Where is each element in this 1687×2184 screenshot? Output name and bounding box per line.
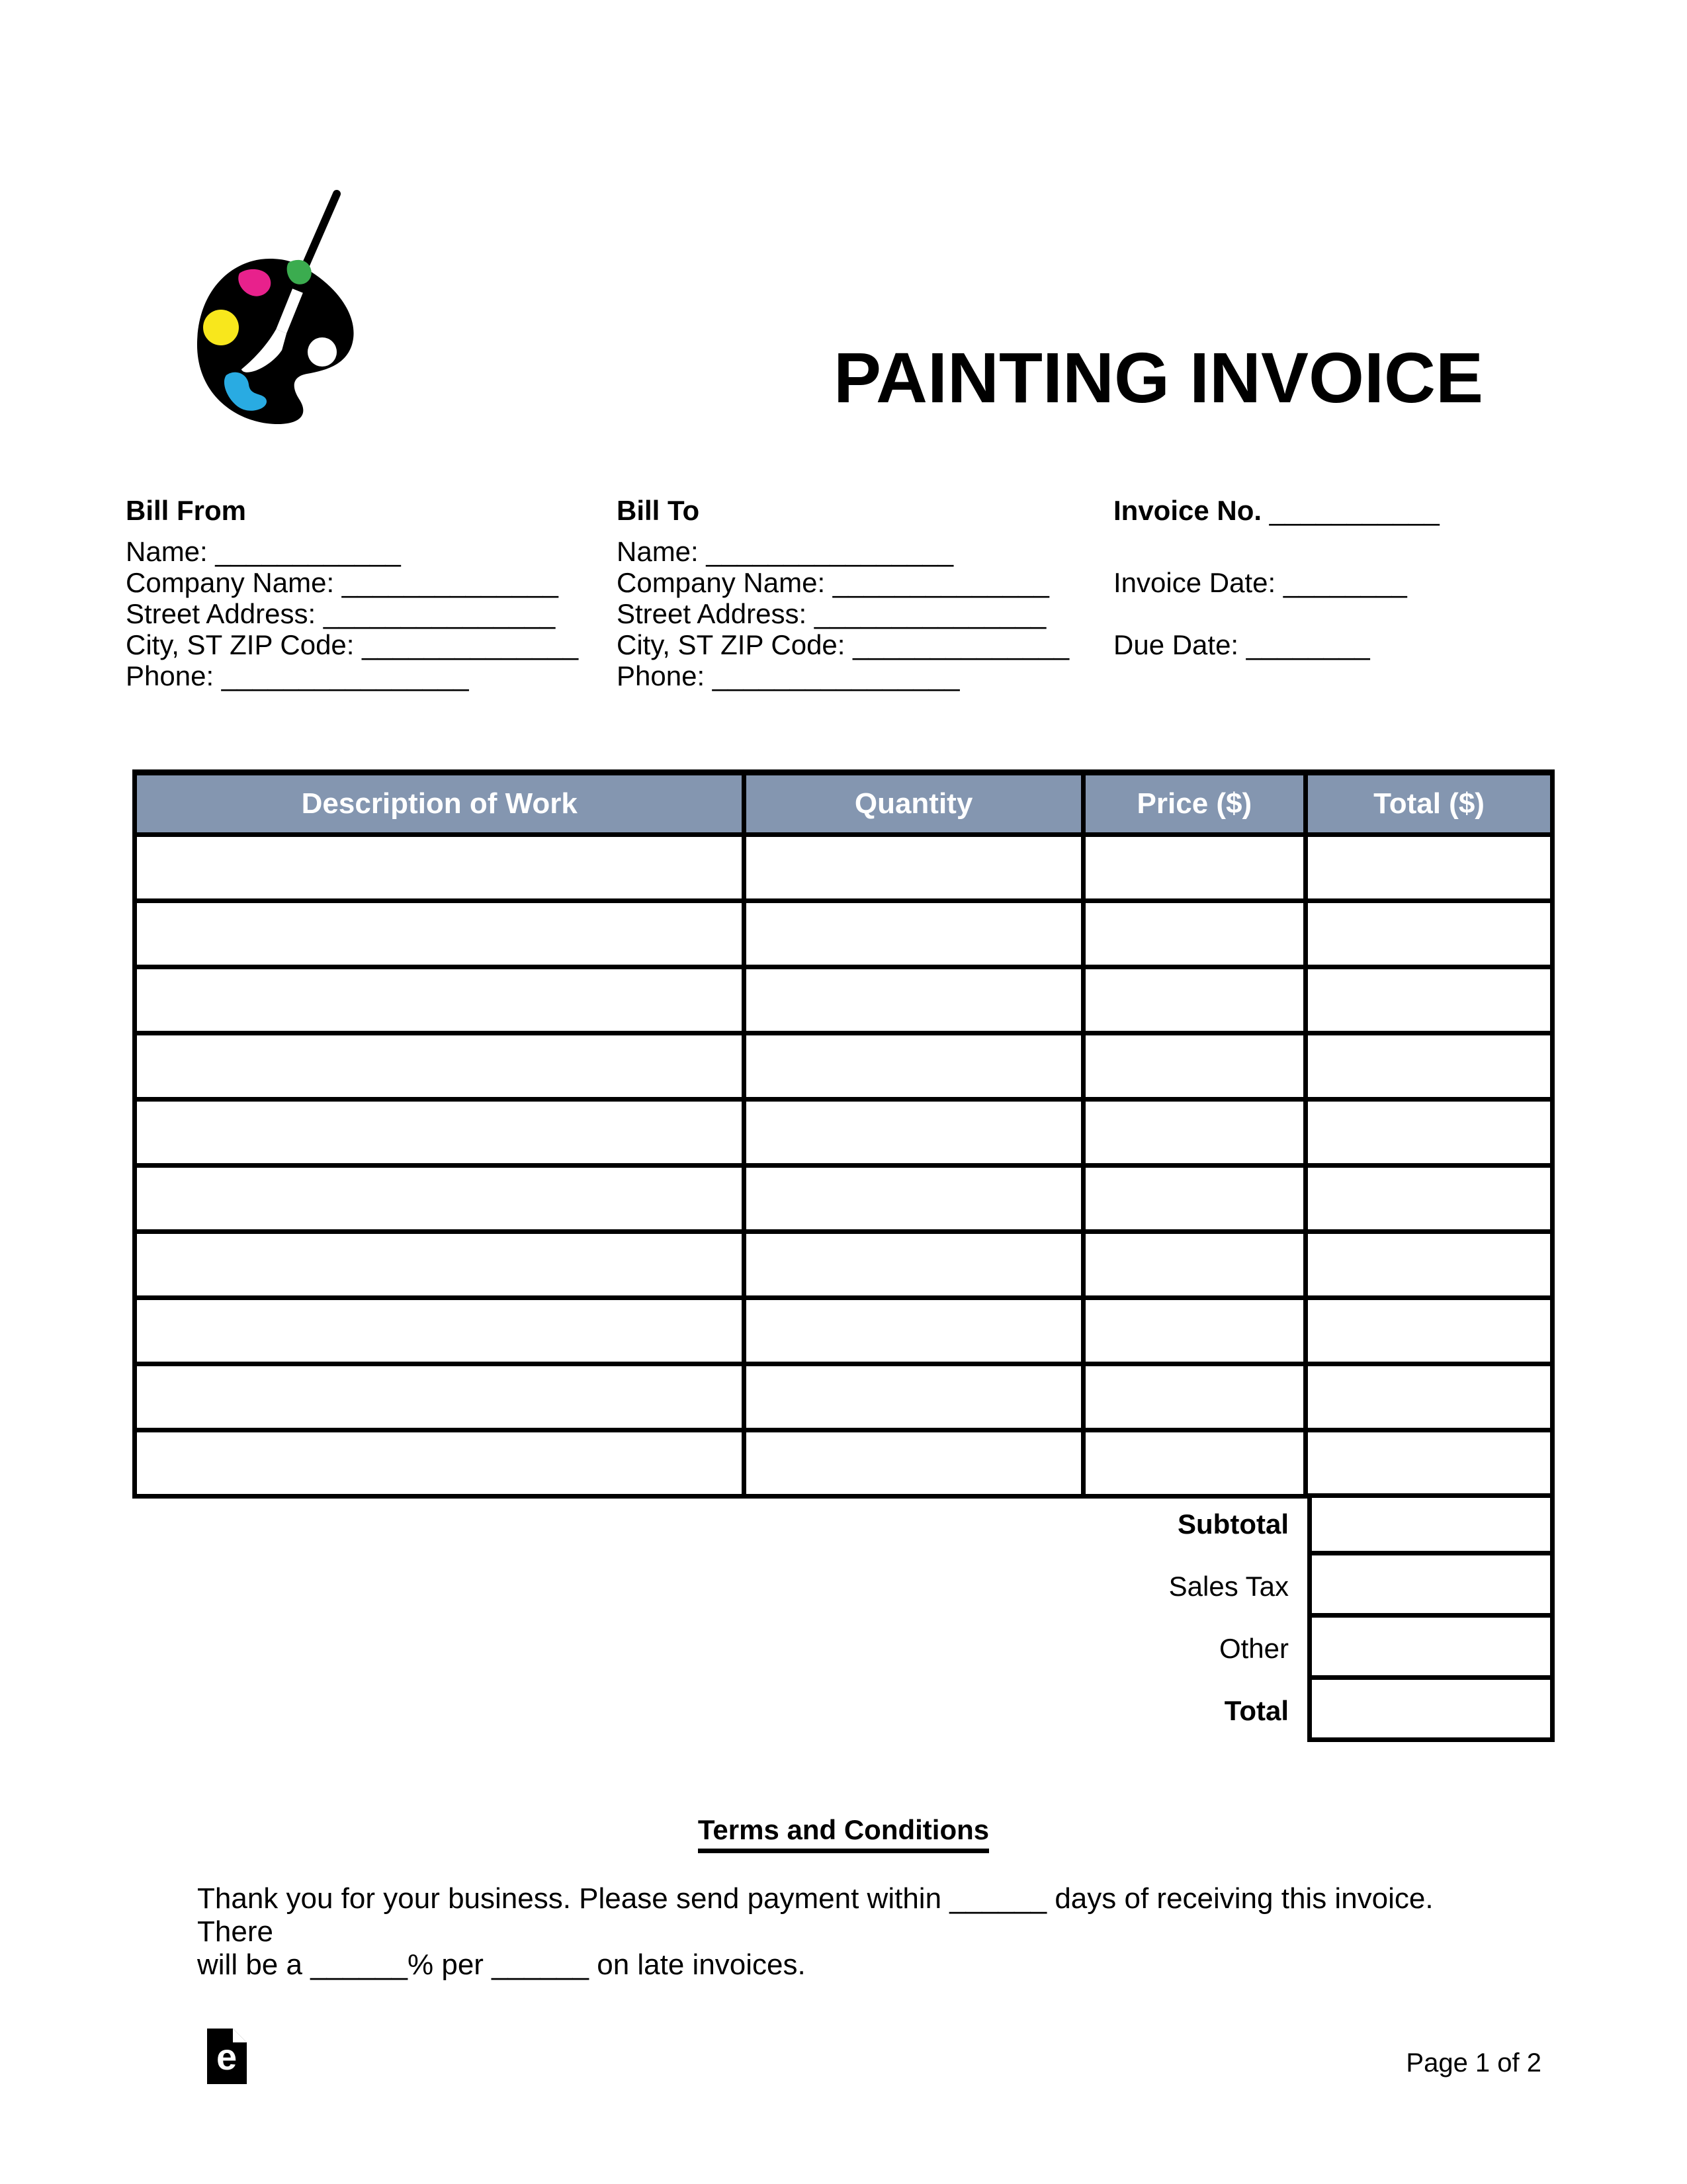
price-cell[interactable]	[1083, 1298, 1305, 1364]
table-row	[135, 1298, 1553, 1364]
total-label: Total	[1224, 1695, 1289, 1726]
description-cell[interactable]	[135, 1430, 744, 1497]
table-header-row	[135, 773, 1553, 835]
invoice-date-label: Invoice Date:	[1113, 567, 1276, 598]
field-label: Company Name:	[126, 567, 335, 598]
description-cell[interactable]	[135, 1033, 744, 1100]
table-row	[135, 901, 1553, 967]
quantity-cell[interactable]	[744, 1298, 1083, 1364]
description-cell[interactable]	[135, 1166, 744, 1232]
bill-from-heading: Bill From	[126, 495, 247, 526]
total-cell[interactable]	[1306, 1430, 1553, 1497]
price-cell[interactable]	[1083, 1430, 1305, 1497]
sales-tax-label: Sales Tax	[1168, 1571, 1289, 1602]
field-label: Street Address:	[126, 598, 316, 629]
work-items-table	[132, 769, 1555, 1499]
spacer-line	[1113, 598, 1563, 629]
terms-line-1: Thank you for your business. Please send payment within ______ days of receiving this invoice. There	[197, 1882, 1434, 1948]
due-date-label: Due Date:	[1113, 629, 1239, 660]
price-cell[interactable]	[1083, 1364, 1305, 1430]
table-row	[135, 835, 1553, 901]
bill-to-phone-field	[617, 660, 1100, 691]
col-header-description: Description of Work	[135, 773, 744, 835]
invoice-number-blank[interactable]: ___________	[1269, 495, 1440, 526]
total-cell[interactable]	[1306, 1298, 1553, 1364]
subtotal-row	[132, 1493, 1555, 1555]
quantity-cell[interactable]	[744, 1033, 1083, 1100]
table-row	[135, 1430, 1553, 1497]
total-cell[interactable]	[1306, 901, 1553, 967]
description-cell[interactable]	[135, 1232, 744, 1298]
total-row	[132, 1680, 1555, 1742]
bill-to-street-field	[617, 598, 1100, 629]
terms-line-2: will be a ______% per ______ on late invoices.	[197, 1948, 806, 1981]
total-cell[interactable]	[1306, 1232, 1553, 1298]
bill-to-city-field	[617, 629, 1100, 660]
city-blank[interactable]: ______________	[362, 629, 579, 660]
bill-to-company-field	[617, 567, 1100, 598]
total-cell[interactable]	[1306, 1364, 1553, 1430]
quantity-cell[interactable]	[744, 1100, 1083, 1166]
price-cell[interactable]	[1083, 1232, 1305, 1298]
description-cell[interactable]	[135, 1298, 744, 1364]
price-cell[interactable]	[1083, 901, 1305, 967]
quantity-cell[interactable]	[744, 901, 1083, 967]
quantity-cell[interactable]	[744, 835, 1083, 901]
sales-tax-row	[132, 1555, 1555, 1618]
quantity-cell[interactable]	[744, 1232, 1083, 1298]
street-blank[interactable]: _______________	[323, 598, 556, 629]
description-cell[interactable]	[135, 901, 744, 967]
quantity-cell[interactable]	[744, 1364, 1083, 1430]
name-blank[interactable]: ________________	[706, 536, 954, 567]
table-row	[135, 1100, 1553, 1166]
field-label: Company Name:	[617, 567, 826, 598]
table-row	[135, 1033, 1553, 1100]
terms-heading: Terms and Conditions	[698, 1814, 989, 1853]
page-title: PAINTING INVOICE	[834, 337, 1484, 417]
field-label: Street Address:	[617, 598, 807, 629]
company-blank[interactable]: ______________	[341, 567, 558, 598]
bill-from-name-field	[126, 536, 609, 567]
eforms-document-icon	[207, 2029, 247, 2084]
city-blank[interactable]: ______________	[853, 629, 1070, 660]
other-label: Other	[1219, 1633, 1289, 1664]
total-cell[interactable]	[1306, 1166, 1553, 1232]
col-header-price: Price ($)	[1083, 773, 1305, 835]
sales-tax-value-box[interactable]	[1307, 1551, 1555, 1618]
table-row	[135, 967, 1553, 1033]
description-cell[interactable]	[135, 967, 744, 1033]
field-label: City, ST ZIP Code:	[126, 629, 355, 660]
bill-to-block	[617, 495, 1100, 691]
spacer-line	[1113, 536, 1563, 567]
invoice-meta-block	[1113, 495, 1563, 660]
price-cell[interactable]	[1083, 967, 1305, 1033]
street-blank[interactable]: _______________	[814, 598, 1047, 629]
bill-from-street-field	[126, 598, 609, 629]
total-cell[interactable]	[1306, 1033, 1553, 1100]
bill-from-company-field	[126, 567, 609, 598]
col-header-quantity: Quantity	[744, 773, 1083, 835]
field-label: Name:	[617, 536, 699, 567]
field-label: City, ST ZIP Code:	[617, 629, 845, 660]
bill-to-heading: Bill To	[617, 495, 700, 526]
phone-blank[interactable]: ________________	[221, 660, 469, 691]
table-row	[135, 1364, 1553, 1430]
other-row	[132, 1618, 1555, 1680]
invoice-number-field	[1113, 495, 1563, 526]
eforms-logo	[207, 2029, 247, 2084]
table-row	[135, 1166, 1553, 1232]
name-blank[interactable]: ____________	[215, 536, 401, 567]
paint-palette-logo	[192, 189, 364, 435]
quantity-cell[interactable]	[744, 1166, 1083, 1232]
due-date-blank[interactable]: ________	[1246, 629, 1370, 660]
invoice-date-blank[interactable]: ________	[1283, 567, 1407, 598]
field-label: Name:	[126, 536, 208, 567]
total-cell[interactable]	[1306, 835, 1553, 901]
bill-from-phone-field	[126, 660, 609, 691]
phone-blank[interactable]: ________________	[712, 660, 960, 691]
due-date-field	[1113, 629, 1563, 660]
field-label: Phone:	[617, 660, 705, 691]
invoice-number-label: Invoice No.	[1113, 495, 1262, 526]
total-cell[interactable]	[1306, 967, 1553, 1033]
invoice-date-field	[1113, 567, 1563, 598]
col-header-total: Total ($)	[1306, 773, 1553, 835]
total-cell[interactable]	[1306, 1100, 1553, 1166]
terms-heading-wrap	[0, 1814, 1687, 1853]
quantity-cell[interactable]	[744, 1430, 1083, 1497]
price-cell[interactable]	[1083, 1033, 1305, 1100]
description-cell[interactable]	[135, 1100, 744, 1166]
description-cell[interactable]	[135, 1364, 744, 1430]
subtotal-label: Subtotal	[1178, 1508, 1289, 1540]
price-cell[interactable]	[1083, 835, 1305, 901]
totals-section	[132, 1493, 1555, 1742]
bill-to-name-field	[617, 536, 1100, 567]
page-number: Page 1 of 2	[1406, 2048, 1541, 2077]
price-cell[interactable]	[1083, 1100, 1305, 1166]
company-blank[interactable]: ______________	[832, 567, 1049, 598]
price-cell[interactable]	[1083, 1166, 1305, 1232]
paint-palette-icon	[192, 189, 364, 435]
terms-paragraph	[197, 1882, 1474, 1982]
svg-text:e: e	[216, 2036, 238, 2077]
description-cell[interactable]	[135, 835, 744, 901]
total-value-box[interactable]	[1307, 1675, 1555, 1742]
bill-from-city-field	[126, 629, 609, 660]
subtotal-value-box[interactable]	[1307, 1493, 1555, 1555]
field-label: Phone:	[126, 660, 214, 691]
quantity-cell[interactable]	[744, 967, 1083, 1033]
table-row	[135, 1232, 1553, 1298]
bill-from-block	[126, 495, 609, 691]
other-value-box[interactable]	[1307, 1613, 1555, 1680]
